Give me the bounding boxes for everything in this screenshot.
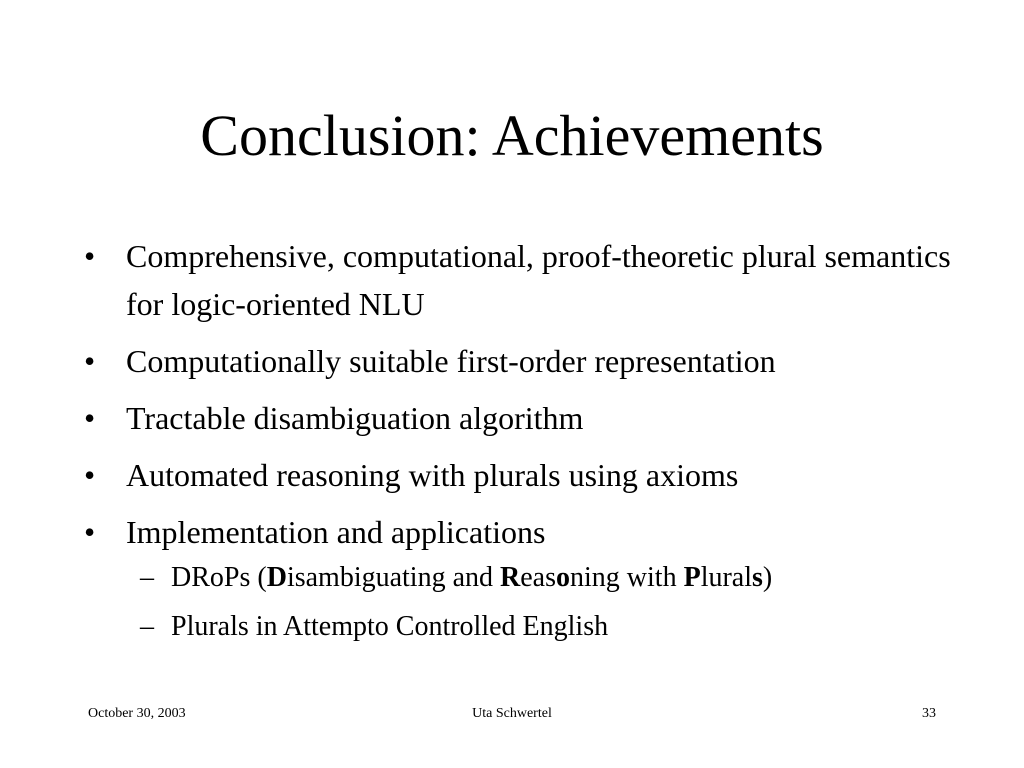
acronym-letter-p: P <box>683 562 701 593</box>
sub-bullet-list <box>126 556 962 649</box>
sub-item-drops <box>126 556 962 600</box>
bullet-text: Comprehensive, computational, proof-theoretic plural semantics for logic-oriented NLU <box>126 238 951 322</box>
sub-item-text <box>171 562 772 593</box>
acronym-letter-r: R <box>500 562 521 593</box>
drops-word-reasoning-part: eas <box>520 562 557 593</box>
footer-author: Uta Schwertel <box>472 706 552 721</box>
bullet-list <box>82 232 962 654</box>
bullet-item-semantics <box>82 232 962 328</box>
bullet-text: Tractable disambiguation algorithm <box>126 400 584 436</box>
bullet-item-implementation <box>82 508 962 649</box>
bullet-text: Automated reasoning with plurals using axioms <box>126 457 739 493</box>
drops-prefix: DRoPs ( <box>171 562 267 593</box>
sub-item-text: Plurals in Attempto Controlled English <box>171 611 609 642</box>
acronym-letter-d: D <box>266 562 287 593</box>
acronym-letter-s: s <box>752 562 763 593</box>
bullet-icon: • <box>84 457 96 493</box>
footer-date: October 30, 2003 <box>88 706 186 721</box>
bullet-icon: • <box>84 238 96 274</box>
bullet-item-representation <box>82 337 962 385</box>
drops-suffix: ) <box>762 562 773 593</box>
drops-word-plurals: lural <box>700 562 752 593</box>
drops-word-disambiguating: isambiguating and <box>286 562 501 593</box>
bullet-text: Computationally suitable first-order representation <box>126 343 776 379</box>
bullet-item-disambiguation <box>82 394 962 442</box>
acronym-letter-o: o <box>556 562 571 593</box>
bullet-item-reasoning <box>82 451 962 499</box>
bullet-icon: • <box>84 400 96 436</box>
bullet-text: Implementation and applications <box>126 514 546 550</box>
slide-title: Conclusion: Achievements <box>200 103 824 168</box>
page-number: 33 <box>922 706 936 721</box>
drops-word-reasoning-rest: ning with <box>570 562 684 593</box>
bullet-icon: • <box>84 343 96 379</box>
dash-icon: – <box>140 611 154 642</box>
sub-item-attempto <box>126 605 962 649</box>
bullet-icon: • <box>84 514 96 550</box>
dash-icon: – <box>140 562 154 593</box>
